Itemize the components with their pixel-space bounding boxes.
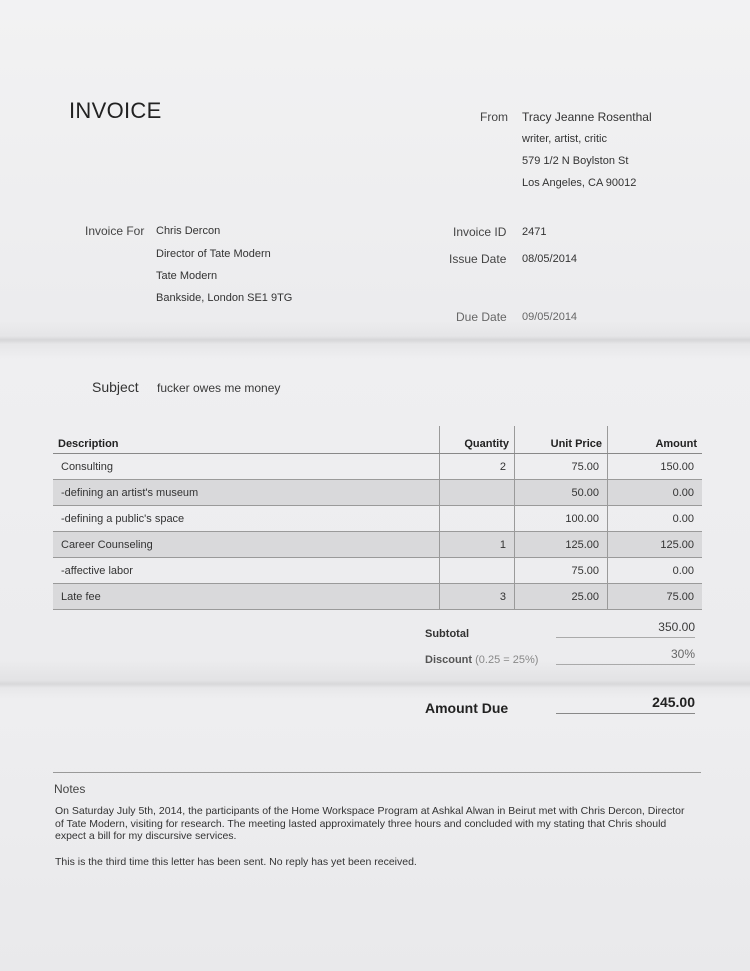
invoice-for-line: Bankside, London SE1 9TG xyxy=(156,292,293,304)
header-quantity: Quantity xyxy=(440,426,515,454)
cell-unit-price: 125.00 xyxy=(515,532,608,558)
notes-title: Notes xyxy=(54,782,86,796)
cell-description: -defining an artist's museum xyxy=(53,480,440,506)
cell-quantity xyxy=(440,506,515,532)
cell-description: Consulting xyxy=(53,454,440,480)
invoice-for-label: Invoice For xyxy=(85,224,145,238)
cell-unit-price: 25.00 xyxy=(515,584,608,610)
cell-unit-price: 75.00 xyxy=(515,558,608,584)
discount-value: 30% xyxy=(556,647,695,665)
cell-description: -defining a public's space xyxy=(53,506,440,532)
amount-due-value: 245.00 xyxy=(556,694,695,714)
subtotal-value: 350.00 xyxy=(556,620,695,638)
table-row xyxy=(53,558,702,584)
due-date-label: Due Date xyxy=(456,310,507,324)
cell-amount: 150.00 xyxy=(608,454,703,480)
cell-amount: 0.00 xyxy=(608,558,703,584)
invoice-id-value: 2471 xyxy=(522,226,547,238)
invoice-title: INVOICE xyxy=(69,98,162,123)
discount-note: (0.25 = 25%) xyxy=(475,654,539,666)
subtotal-label: Subtotal xyxy=(425,628,469,640)
discount-label xyxy=(425,654,538,666)
table-row xyxy=(53,480,702,506)
paper-fold-2 xyxy=(0,680,750,688)
cell-unit-price: 75.00 xyxy=(515,454,608,480)
notes-divider xyxy=(53,772,701,773)
cell-quantity: 3 xyxy=(440,584,515,610)
issue-date-value: 08/05/2014 xyxy=(522,253,578,265)
header-description: Description xyxy=(53,426,440,454)
table-row xyxy=(53,454,702,480)
due-date-value: 09/05/2014 xyxy=(522,311,578,323)
cell-quantity xyxy=(440,558,515,584)
cell-description: Late fee xyxy=(53,584,440,610)
subject-value: fucker owes me money xyxy=(157,381,281,395)
from-name: Tracy Jeanne Rosenthal xyxy=(522,110,652,124)
cell-quantity: 1 xyxy=(440,532,515,558)
cell-amount: 75.00 xyxy=(608,584,703,610)
invoice-for-line: Director of Tate Modern xyxy=(156,248,271,260)
from-line: writer, artist, critic xyxy=(522,133,607,145)
cell-quantity xyxy=(440,480,515,506)
amount-due-label: Amount Due xyxy=(425,700,509,716)
table-row xyxy=(53,532,702,558)
table-header-row xyxy=(53,426,702,454)
notes-body: On Saturday July 5th, 2014, the participants of the Home Workspace Program at Ashkal Alwan in Beirut met with Chris Dercon, Director of Tate Modern, visiting for research. The meeting lasted approximately three hours and concluded with my stating that Chris should expect a bill for my discursive services. xyxy=(55,805,685,842)
cell-quantity: 2 xyxy=(440,454,515,480)
issue-date-label: Issue Date xyxy=(449,252,507,266)
cell-amount: 0.00 xyxy=(608,480,703,506)
cell-description: Career Counseling xyxy=(53,532,440,558)
notes-extra: This is the third time this letter has been sent. No reply has yet been received. xyxy=(55,856,417,868)
cell-unit-price: 50.00 xyxy=(515,480,608,506)
paper-fold-1 xyxy=(0,336,750,344)
header-amount: Amount xyxy=(608,426,703,454)
discount-label-text: Discount xyxy=(425,654,473,666)
invoice-for-line: Chris Dercon xyxy=(156,225,221,237)
header-unit-price: Unit Price xyxy=(515,426,608,454)
subject-label: Subject xyxy=(92,379,139,395)
table-row xyxy=(53,506,702,532)
from-label: From xyxy=(480,110,508,124)
invoice-id-label: Invoice ID xyxy=(453,225,507,239)
line-items-table xyxy=(53,426,702,610)
cell-amount: 0.00 xyxy=(608,506,703,532)
cell-description: -affective labor xyxy=(53,558,440,584)
table-row xyxy=(53,584,702,610)
from-line: Los Angeles, CA 90012 xyxy=(522,177,637,189)
cell-unit-price: 100.00 xyxy=(515,506,608,532)
invoice-for-line: Tate Modern xyxy=(156,270,218,282)
from-line: 579 1/2 N Boylston St xyxy=(522,155,629,167)
cell-amount: 125.00 xyxy=(608,532,703,558)
